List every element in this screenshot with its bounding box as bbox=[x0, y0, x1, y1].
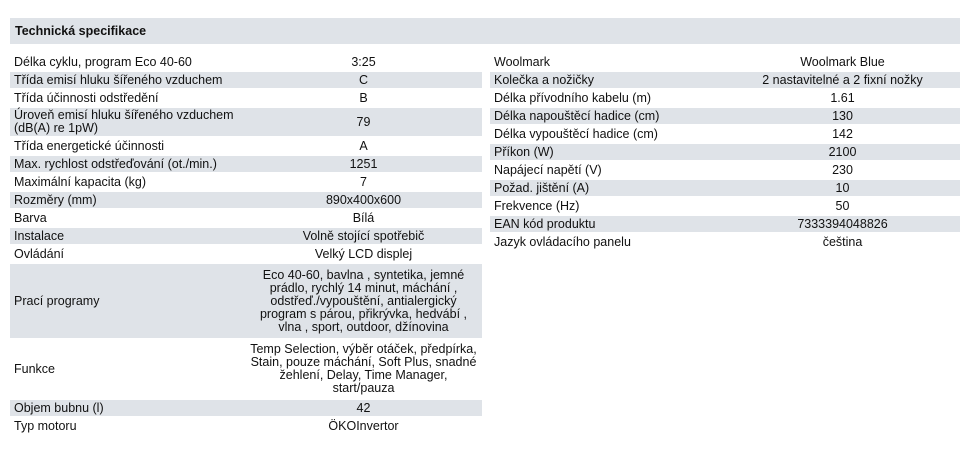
spec-label: EAN kód produktu bbox=[490, 216, 725, 232]
spec-row bbox=[10, 90, 482, 106]
spec-row bbox=[10, 228, 482, 244]
spec-label: Jazyk ovládacího panelu bbox=[494, 234, 631, 249]
spec-label: Frekvence (Hz) bbox=[494, 198, 580, 213]
spec-value: Temp Selection, výběr otáček, předpírka, Stain, pouze máchání, Soft Plus, snadné žehlení, Delay, Time Manager, start/pauza bbox=[250, 342, 477, 395]
spec-value: 10 bbox=[725, 180, 960, 196]
spec-value: C bbox=[245, 72, 482, 88]
spec-label: Napájecí napětí (V) bbox=[494, 162, 602, 177]
spec-row bbox=[490, 90, 960, 106]
spec-row bbox=[10, 264, 482, 338]
spec-value: Velký LCD displej bbox=[314, 246, 413, 261]
spec-row bbox=[10, 108, 482, 136]
spec-value: 2 nastavitelné a 2 fixní nožky bbox=[725, 72, 960, 88]
spec-label: Délka přívodního kabelu (m) bbox=[494, 90, 652, 105]
spec-value: 2100 bbox=[725, 144, 960, 160]
spec-row bbox=[10, 340, 482, 398]
spec-row bbox=[490, 216, 960, 232]
spec-value: Woolmark Blue bbox=[800, 54, 885, 69]
spec-value: 79 bbox=[245, 108, 482, 136]
spec-label: Příkon (W) bbox=[490, 144, 725, 160]
spec-row bbox=[490, 180, 960, 196]
spec-row bbox=[490, 162, 960, 178]
spec-value: Bílá bbox=[352, 210, 375, 225]
spec-label: Max. rychlost odstřeďování (ot./min.) bbox=[10, 156, 245, 172]
spec-row bbox=[10, 156, 482, 172]
spec-value: 7 bbox=[360, 174, 367, 189]
spec-label: Rozměry (mm) bbox=[10, 192, 245, 208]
spec-value: 230 bbox=[832, 162, 853, 177]
spec-label: Třída energetické účinnosti bbox=[14, 138, 165, 153]
spec-row bbox=[490, 126, 960, 142]
spec-label: Barva bbox=[14, 210, 47, 225]
spec-value: 50 bbox=[835, 198, 850, 213]
spec-label: Délka napouštěcí hadice (cm) bbox=[490, 108, 725, 124]
spec-table-left bbox=[10, 52, 482, 436]
spec-row bbox=[10, 210, 482, 226]
spec-value: čeština bbox=[822, 234, 863, 249]
spec-row bbox=[10, 418, 482, 434]
spec-label: Ovládání bbox=[14, 246, 65, 261]
spec-label: Woolmark bbox=[494, 54, 551, 69]
spec-row bbox=[10, 174, 482, 190]
spec-label: Typ motoru bbox=[14, 418, 77, 433]
spec-row bbox=[490, 144, 960, 160]
spec-label: Třída emisí hluku šířeného vzduchem bbox=[10, 72, 245, 88]
spec-label: Maximální kapacita (kg) bbox=[14, 174, 146, 189]
spec-value: ÖKOInvertor bbox=[328, 418, 399, 433]
spec-value: 7333394048826 bbox=[725, 216, 960, 232]
spec-value: 130 bbox=[725, 108, 960, 124]
spec-label: Požad. jištění (A) bbox=[490, 180, 725, 196]
spec-row bbox=[490, 198, 960, 214]
spec-value: 1.61 bbox=[830, 90, 855, 105]
spec-value: 42 bbox=[245, 400, 482, 416]
spec-label: Kolečka a nožičky bbox=[490, 72, 725, 88]
spec-row bbox=[10, 192, 482, 208]
spec-label: Instalace bbox=[10, 228, 245, 244]
spec-row bbox=[10, 72, 482, 88]
spec-label: Prací programy bbox=[10, 264, 245, 338]
spec-row bbox=[490, 72, 960, 88]
section-title: Technická specifikace bbox=[10, 18, 960, 44]
spec-row bbox=[10, 400, 482, 416]
spec-label: Délka cyklu, program Eco 40-60 bbox=[14, 54, 192, 69]
spec-value: 3:25 bbox=[351, 54, 376, 69]
spec-row bbox=[490, 54, 960, 70]
spec-row bbox=[10, 54, 482, 70]
spec-label: Úroveň emisí hluku šířeného vzduchem (dB(A) re 1pW) bbox=[10, 108, 245, 136]
spec-table-right bbox=[490, 52, 960, 252]
spec-label: Délka vypouštěcí hadice (cm) bbox=[494, 126, 658, 141]
spec-value: B bbox=[359, 90, 368, 105]
spec-row bbox=[10, 138, 482, 154]
spec-value: 890x400x600 bbox=[245, 192, 482, 208]
spec-value: 1251 bbox=[245, 156, 482, 172]
spec-value: Eco 40-60, bavlna , syntetika, jemné prádlo, rychlý 14 minut, máchání , odstřeď./vypouštění, antialergický program s párou, přikrývka, hedvábí , vlna , sport, outdoor, džínovina bbox=[245, 264, 482, 338]
spec-row bbox=[10, 246, 482, 262]
spec-label: Objem bubnu (l) bbox=[10, 400, 245, 416]
spec-value: A bbox=[359, 138, 368, 153]
spec-value: Volně stojící spotřebič bbox=[245, 228, 482, 244]
spec-label: Funkce bbox=[14, 361, 55, 376]
spec-value: 142 bbox=[832, 126, 853, 141]
spec-row bbox=[490, 234, 960, 250]
spec-label: Třída účinnosti odstředění bbox=[14, 90, 159, 105]
spec-row bbox=[490, 108, 960, 124]
